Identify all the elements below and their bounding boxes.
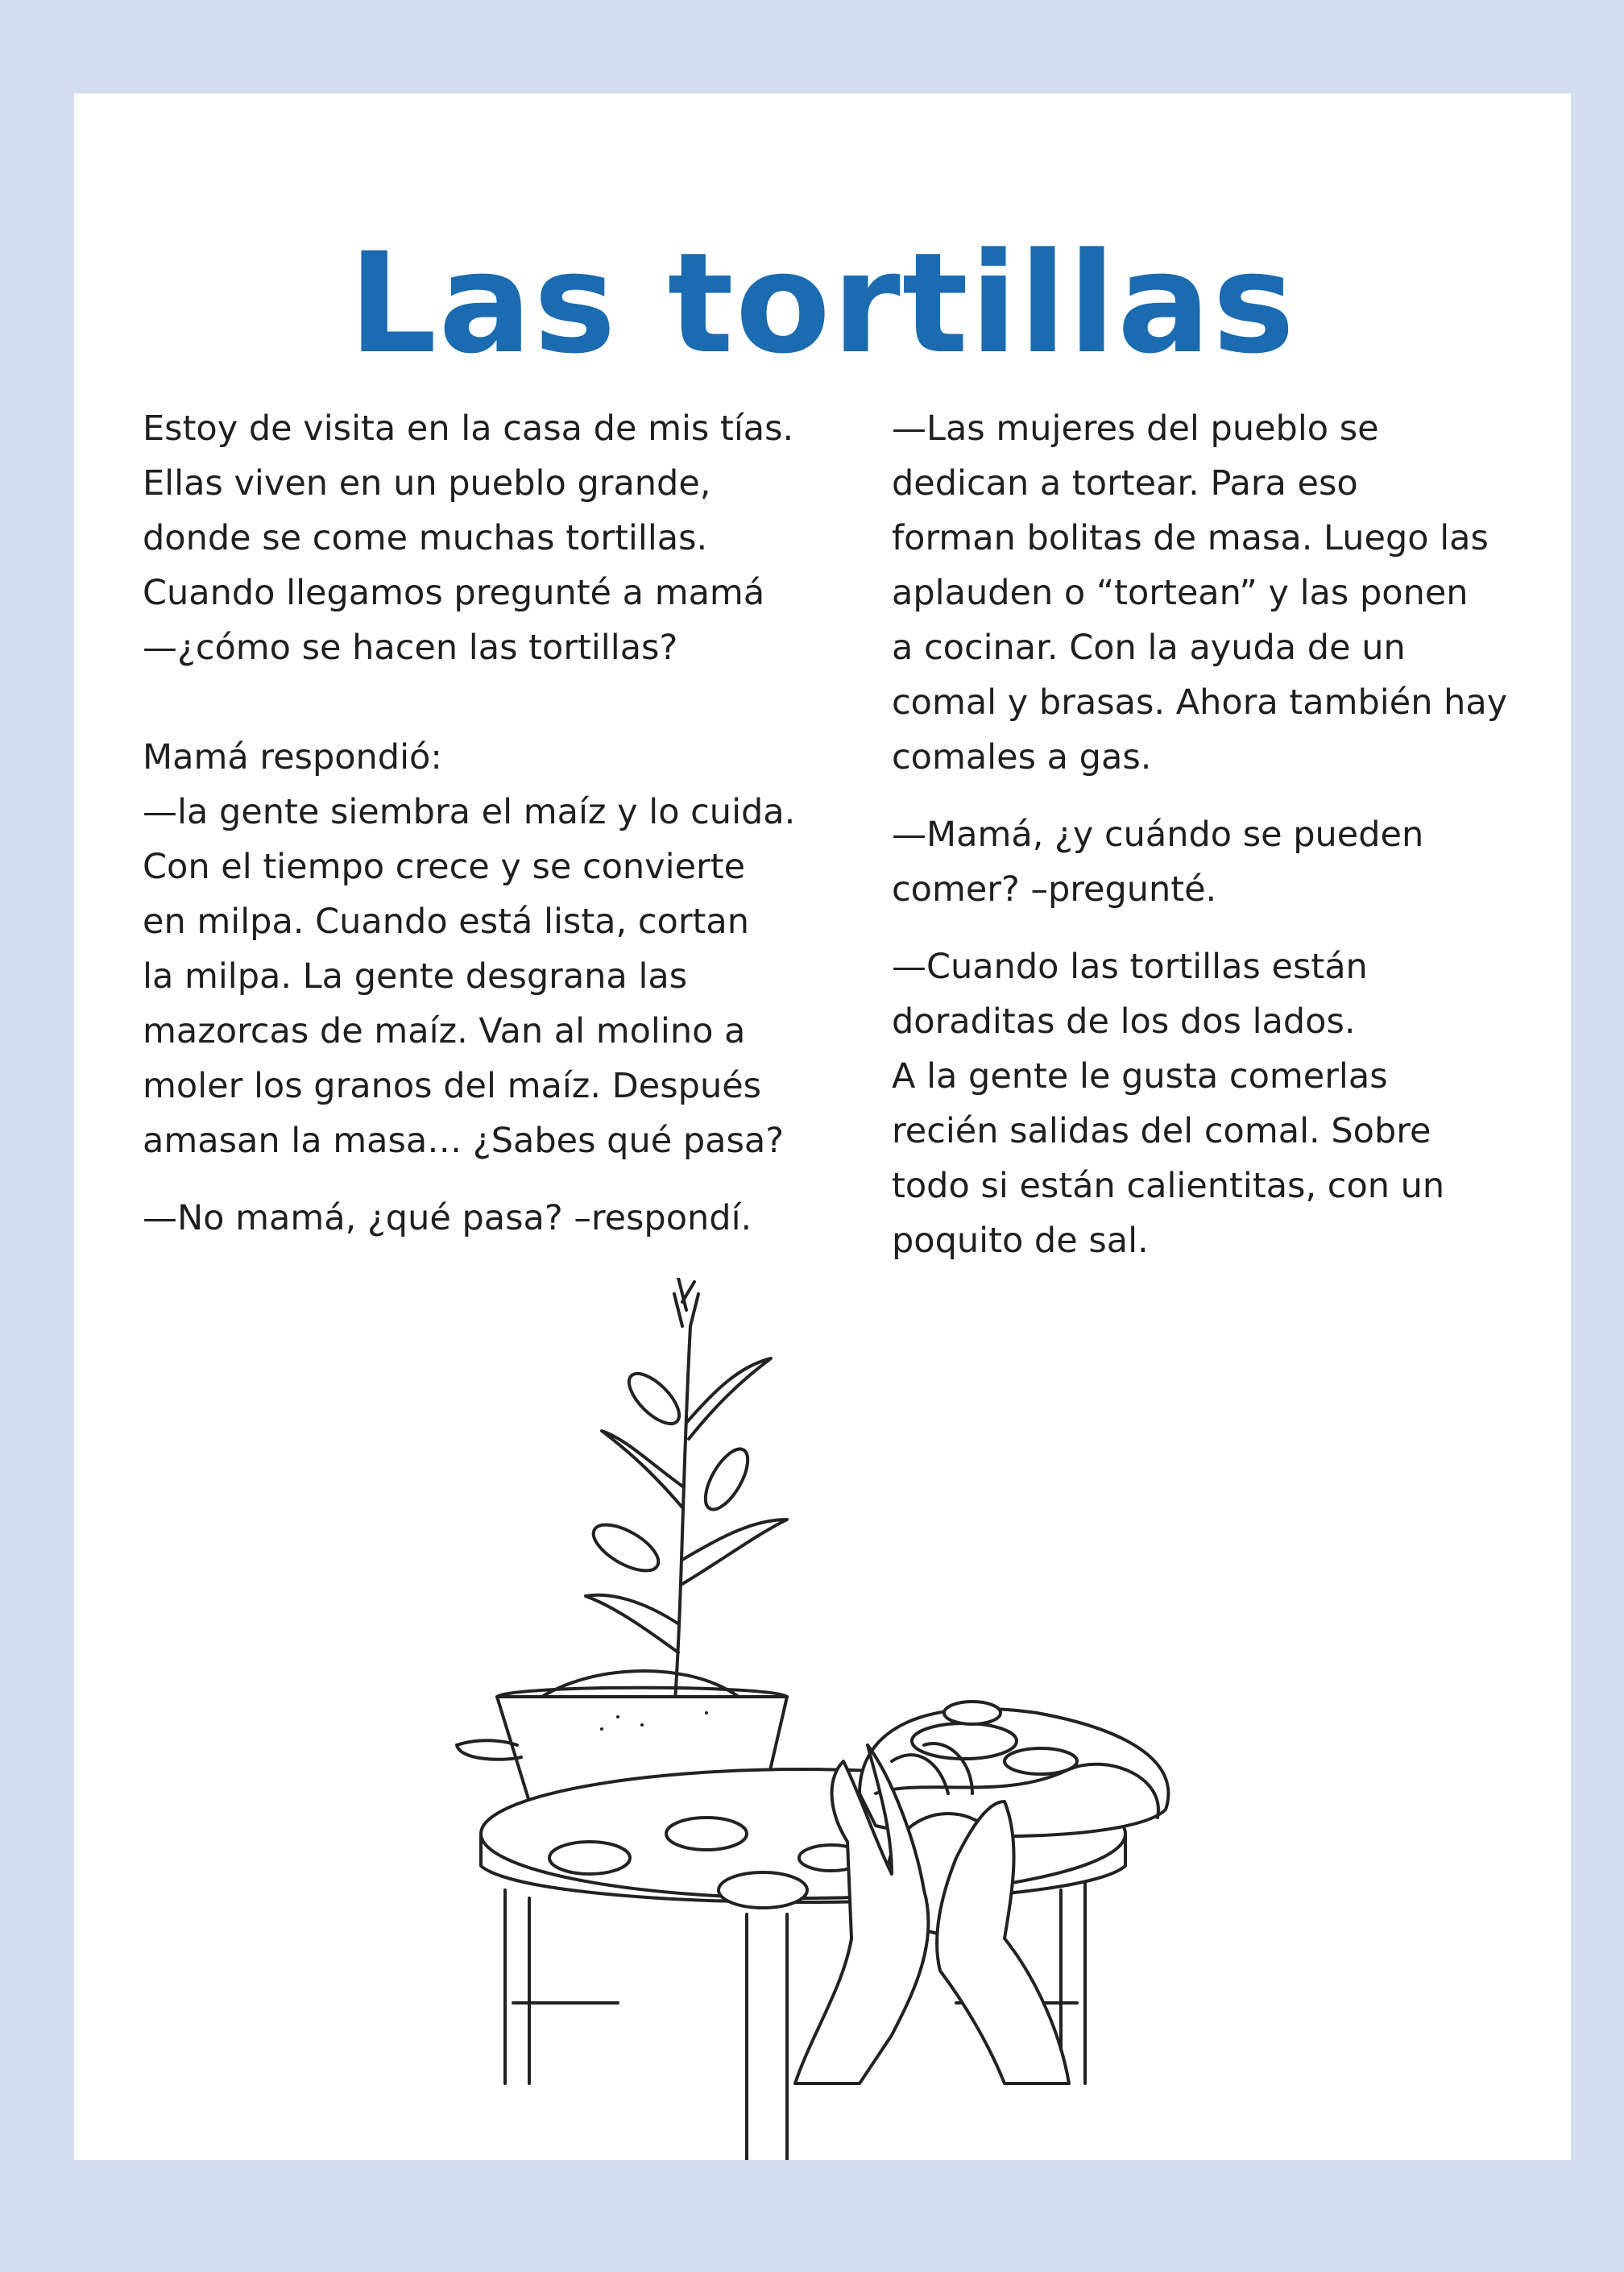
illustration-svg (441, 1278, 1343, 2160)
paragraph: —Mamá, ¿y cuándo se pueden comer? –pregunté. (892, 815, 1424, 910)
paragraph: Mamá respondió: —la gente siembra el maíz y lo cuida. Con el tiempo crece y se convierte en milpa. Cuando está lista, cortan la milpa. La gente desgrana las mazorcas de maíz. Van al molino a moler los granos del maíz. Después amasan la masa… ¿Sabes qué pasa? (143, 737, 796, 1161)
paragraph: —No mamá, ¿qué pasa? –respondí. (143, 1198, 752, 1238)
document-page (74, 93, 1571, 2160)
left-column (143, 401, 819, 1246)
corn-plant-icon (586, 1278, 787, 1713)
paragraph: Estoy de visita en la casa de mis tías. Ellas viven en un pueblo grande, donde se come muchas tortillas. Cuando llegamos pregunté a mamá —¿cómo se hacen las tortillas? (143, 408, 794, 668)
paragraph: —Cuando las tortillas están doraditas de los dos lados. A la gente le gusta comerlas recién salidas del comal. Sobre todo si están calientitas, con un poquito de sal. (892, 947, 1445, 1261)
corn-table-tortillas-hands-illustration (441, 1278, 1343, 2160)
right-column (892, 401, 1536, 1268)
paragraph: —Las mujeres del pueblo se dedican a tortear. Para eso forman bolitas de masa. Luego las aplauden o “tortean” y las ponen a cocinar. Con la ayuda de un comal y brasas. Ahora también hay comales a gas. (892, 408, 1508, 777)
tortilla-basket-icon (860, 1702, 1168, 1836)
page-title: Las tortillas (348, 222, 1297, 384)
